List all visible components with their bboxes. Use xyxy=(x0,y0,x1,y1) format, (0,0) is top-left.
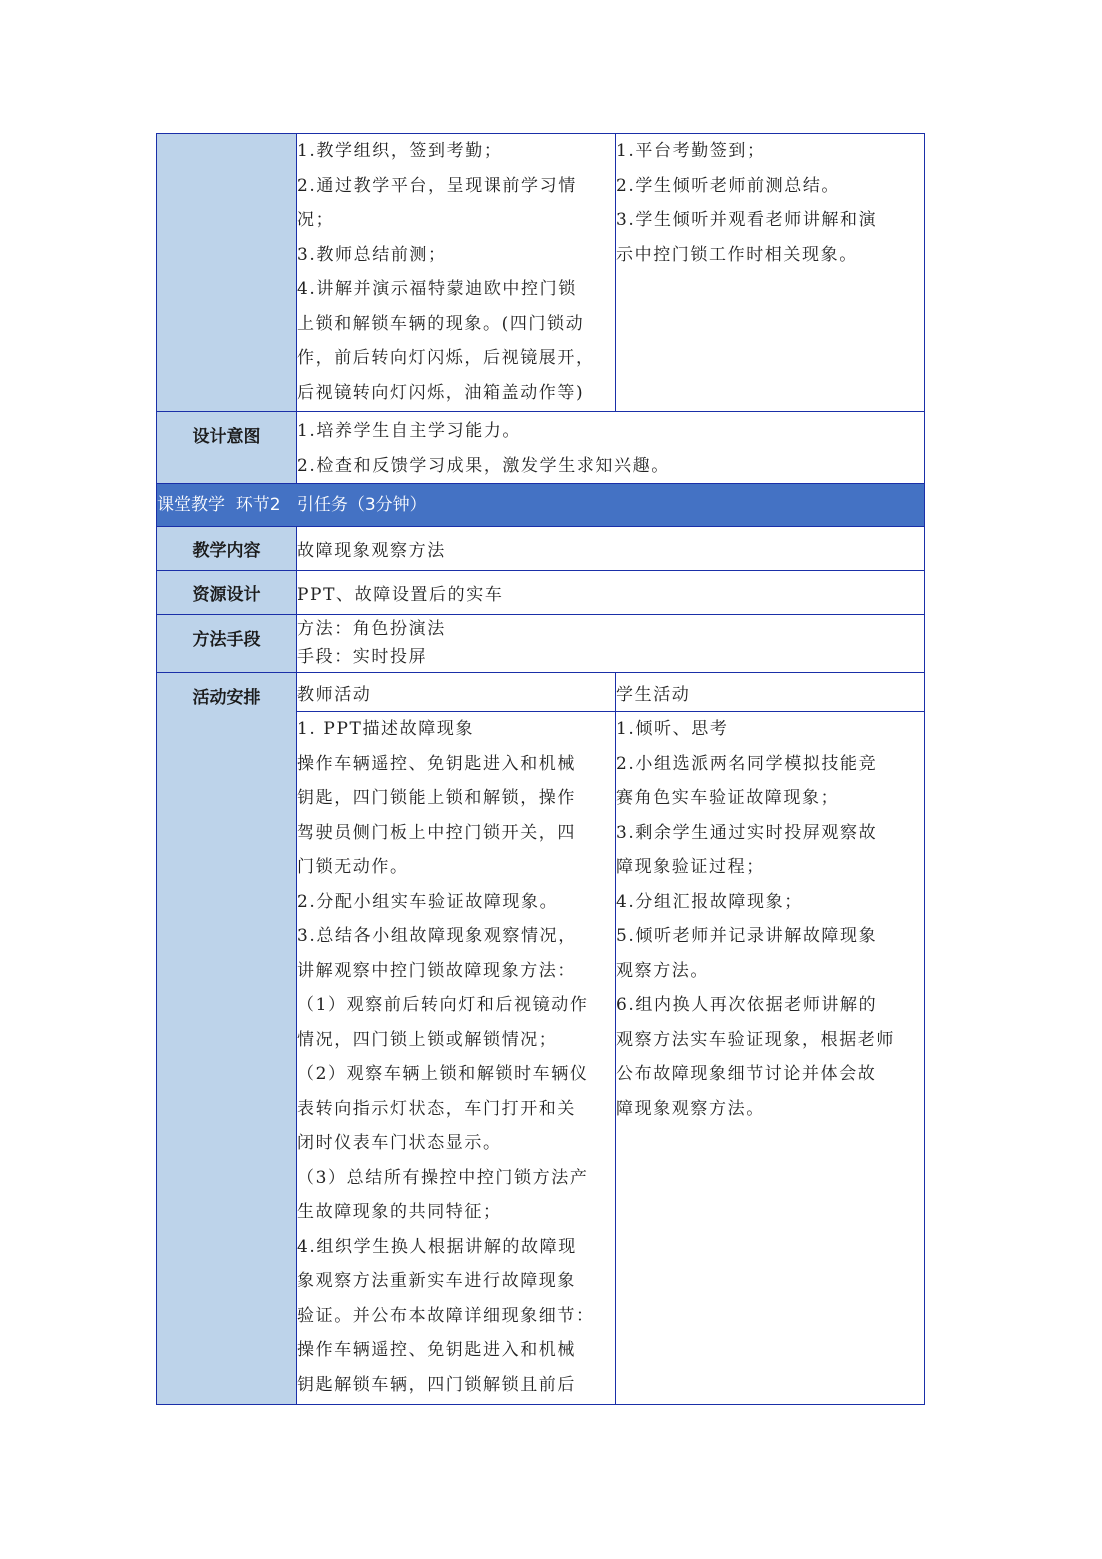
text-line: 3.教师总结前测； xyxy=(297,244,447,265)
label-text: 教学内容 xyxy=(192,541,261,561)
text-line: 2.通过教学平台，呈现课前学习情 xyxy=(297,175,577,196)
text-line: 4.分组汇报故障现象； xyxy=(616,891,803,912)
text-line: 操作车辆遥控、免钥匙进入和机械 xyxy=(297,1340,576,1360)
text-line: 方法：角色扮演法 xyxy=(297,619,446,639)
text-line: 驾驶员侧门板上中控门锁开关，四 xyxy=(297,822,576,843)
text-line: 表转向指示灯状态，车门打开和关 xyxy=(297,1098,576,1119)
teacher-activity-cell xyxy=(297,712,616,1405)
text-line: 5.倾听老师并记录讲解故障现象 xyxy=(616,926,878,946)
text-line: 3.总结各小组故障现象观察情况， xyxy=(297,926,577,946)
text-line: 观察方法。 xyxy=(616,960,709,981)
text-line: 赛角色实车验证故障现象； xyxy=(616,788,840,808)
text-line: 障现象观察方法。 xyxy=(616,1098,765,1119)
row-intro xyxy=(157,134,925,412)
text-line: 上锁和解锁车辆的现象。(四门锁动 xyxy=(297,313,585,334)
text-line: （1）观察前后转向灯和后视镜动作 xyxy=(297,995,589,1015)
text-line: 3.学生倾听并观看老师讲解和演 xyxy=(616,210,878,230)
text-line: 操作车辆遥控、免钥匙进入和机械 xyxy=(297,753,576,774)
text-line: 验证。并公布本故障详细现象细节： xyxy=(297,1305,595,1326)
text-line: 作，前后转向灯闪烁，后视镜展开， xyxy=(297,348,595,368)
row-label-empty xyxy=(157,134,297,412)
text-line: 示中控门锁工作时相关现象。 xyxy=(616,244,858,265)
text-line: 公布故障现象细节讨论并体会故 xyxy=(616,1064,877,1084)
text-line: 2.小组选派两名同学模拟技能竞 xyxy=(616,753,878,774)
resource-value: PPT、故障设置后的实车 xyxy=(297,571,925,615)
student-header: 学生活动 xyxy=(616,673,925,712)
row-label xyxy=(157,615,297,673)
text-line: 观察方法实车验证现象，根据老师 xyxy=(616,1029,895,1050)
text-line: 况； xyxy=(297,210,335,230)
row-resource xyxy=(157,571,925,615)
label-text: 资源设计 xyxy=(192,585,261,605)
text-line: 2.分配小组实车验证故障现象。 xyxy=(297,891,559,912)
student-activity-cell xyxy=(616,712,925,1405)
text-line: （2）观察车辆上锁和解锁时车辆仪 xyxy=(297,1064,589,1084)
content-value: 故障现象观察方法 xyxy=(297,527,925,571)
section-title: 课堂教学 环节2 引任务（3分钟） xyxy=(157,484,925,527)
method-cell xyxy=(297,615,925,673)
text-line: 象观察方法重新实车进行故障现象 xyxy=(297,1271,576,1291)
teacher-cell xyxy=(297,134,616,412)
lesson-plan-table xyxy=(156,133,925,1405)
text-line: 情况，四门锁上锁或解锁情况； xyxy=(297,1029,558,1050)
row-activity-header xyxy=(157,673,925,712)
text-line: 2.学生倾听老师前测总结。 xyxy=(616,175,841,196)
label-text: 活动安排 xyxy=(192,688,261,708)
row-label xyxy=(157,673,297,1405)
section-header-row xyxy=(157,484,925,527)
row-design xyxy=(157,412,925,484)
text-line: 讲解观察中控门锁故障现象方法： xyxy=(297,960,576,981)
row-method xyxy=(157,615,925,673)
text-line: 1.培养学生自主学习能力。 xyxy=(297,421,522,441)
text-line: 1.平台考勤签到； xyxy=(616,141,766,161)
text-line: 障现象验证过程； xyxy=(616,857,765,877)
row-label xyxy=(157,571,297,615)
text-line: 2.检查和反馈学习成果，激发学生求知兴趣。 xyxy=(297,455,670,476)
design-cell xyxy=(297,412,925,484)
row-label xyxy=(157,412,297,484)
label-text: 方法手段 xyxy=(192,630,261,650)
row-content xyxy=(157,527,925,571)
text-line: 钥匙解锁车辆，四门锁解锁且前后 xyxy=(297,1374,576,1395)
label-text: 设计意图 xyxy=(192,427,261,447)
text-line: 1.倾听、思考 xyxy=(616,719,729,739)
text-line: 门锁无动作。 xyxy=(297,857,409,877)
text-line: 1. PPT描述故障现象 xyxy=(297,719,475,739)
text-line: 闭时仪表车门状态显示。 xyxy=(297,1133,502,1153)
teacher-header: 教师活动 xyxy=(297,673,616,712)
text-line: 1.教学组织，签到考勤； xyxy=(297,141,503,161)
student-cell xyxy=(616,134,925,412)
text-line: 3.剩余学生通过实时投屏观察故 xyxy=(616,822,878,843)
text-line: 4.讲解并演示福特蒙迪欧中控门锁 xyxy=(297,279,577,299)
text-line: 手段：实时投屏 xyxy=(297,647,428,667)
text-line: 4.组织学生换人根据讲解的故障现 xyxy=(297,1236,577,1257)
text-line: 钥匙，四门锁能上锁和解锁，操作 xyxy=(297,788,576,808)
text-line: 生故障现象的共同特征； xyxy=(297,1202,502,1222)
text-line: 6.组内换人再次依据老师讲解的 xyxy=(616,995,878,1015)
text-line: （3）总结所有操控中控门锁方法产 xyxy=(297,1167,589,1188)
row-label xyxy=(157,527,297,571)
text-line: 后视镜转向灯闪烁，油箱盖动作等) xyxy=(297,382,585,403)
